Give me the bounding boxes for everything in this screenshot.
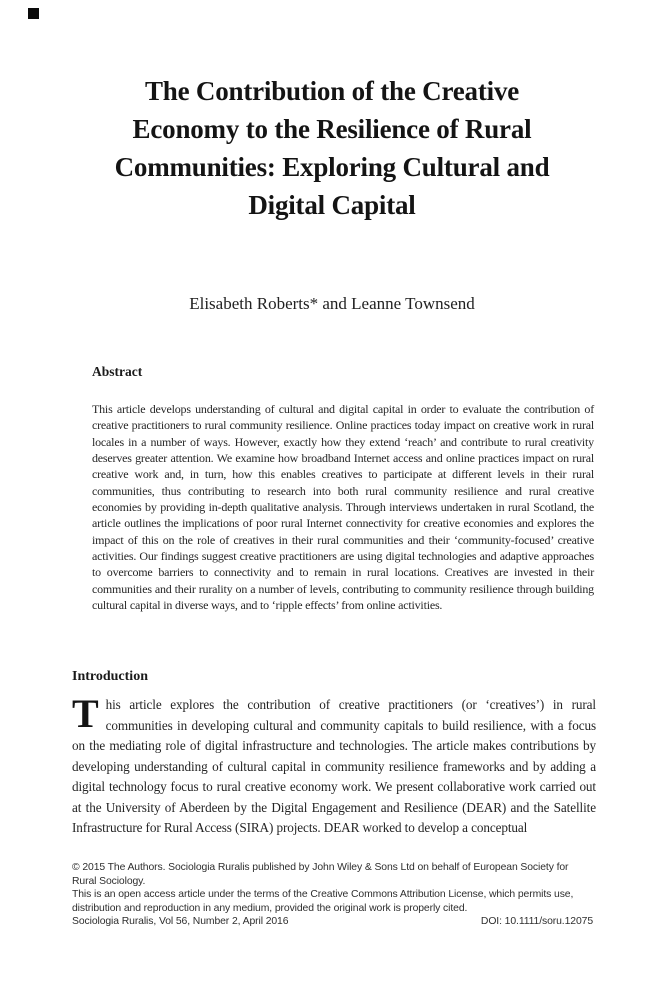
article-title-line: Economy to the Resilience of Rural (132, 114, 532, 144)
introduction-heading: Introduction (72, 669, 148, 684)
doi-text: DOI: 10.1111/soru.12075 (480, 916, 593, 928)
abstract-heading: Abstract (92, 364, 143, 379)
journal-citation: Sociologia Ruralis, Vol 56, Number 2, April 2016 (72, 916, 289, 928)
scan-corner-mark (28, 8, 39, 19)
copyright-line: © 2015 The Authors. Sociologia Ruralis published by John Wiley & Sons Ltd on behalf of European Society for (72, 862, 569, 873)
article-title-line: Communities: Exploring Cultural and (114, 152, 550, 182)
license-line: distribution and reproduction in any medium, provided the original work is properly cited. (72, 902, 468, 914)
journal-citation-row (72, 915, 593, 929)
article-title (0, 72, 664, 224)
copyright-line: Rural Sociology. (72, 875, 146, 887)
article-title-line: The Contribution of the Creative (144, 76, 520, 106)
introduction-paragraph (72, 691, 596, 839)
author-names: Elisabeth Roberts* and Leanne Townsend (189, 294, 475, 313)
license-line: This is an open access article under the terms of the Creative Commons Attribution License, which permits use, (72, 889, 574, 901)
drop-cap-letter: T (72, 691, 99, 736)
abstract-text: This article develops understanding of cultural and digital capital in order to evaluate the contribution of creative practitioners to rural community resilience. Online practices today impact on creative work in rural locales in a number of ways. However, exactly how they extend ‘reach’ and contribute to rural creativity deserves greater attention. We examine how broadband Internet access and online practices impact on rural creative work and, in turn, how this enables creatives to participate at different levels in their rural communities, thus contributing to research into both rural community resilience and rural creative economies by providing in-depth qualitative analysis. Through interviews undertaken in rural Scotland, the article outlines the implications of poor rural Internet connectivity for creative economies and explores the impact of this on the role of creatives in their rural communities and their ‘community-focused’ creative activities. Our findings suggest creative practitioners are using digital technologies and adaptive approaches to overcome barriers to connectivity and to remain in rural locations. Creatives are invested in their communities and their rurality on a number of levels, contributing to community resilience through building cultural capital in diverse ways, and to ‘ripple effects’ from online activities. (92, 402, 594, 613)
introduction-text: his article explores the contribution of creative practitioners (or ‘creatives’) in rural communities in developing cultural and community capitals to build resilience, with a focus on the mediating role of digital infrastructure and technologies. The article makes contributions by developing understanding of cultural capital in community resilience frameworks and by adding a digital technology focus to rural creative economy work. We present collaborative work carried out at the University of Aberdeen by the Digital Engagement and Resilience (DEAR) and the Satellite Infrastructure for Rural Access (SIRA) projects. DEAR worked to develop a conceptual (72, 697, 596, 835)
imprint-footer (72, 861, 593, 929)
article-title-line: Digital Capital (248, 190, 416, 220)
